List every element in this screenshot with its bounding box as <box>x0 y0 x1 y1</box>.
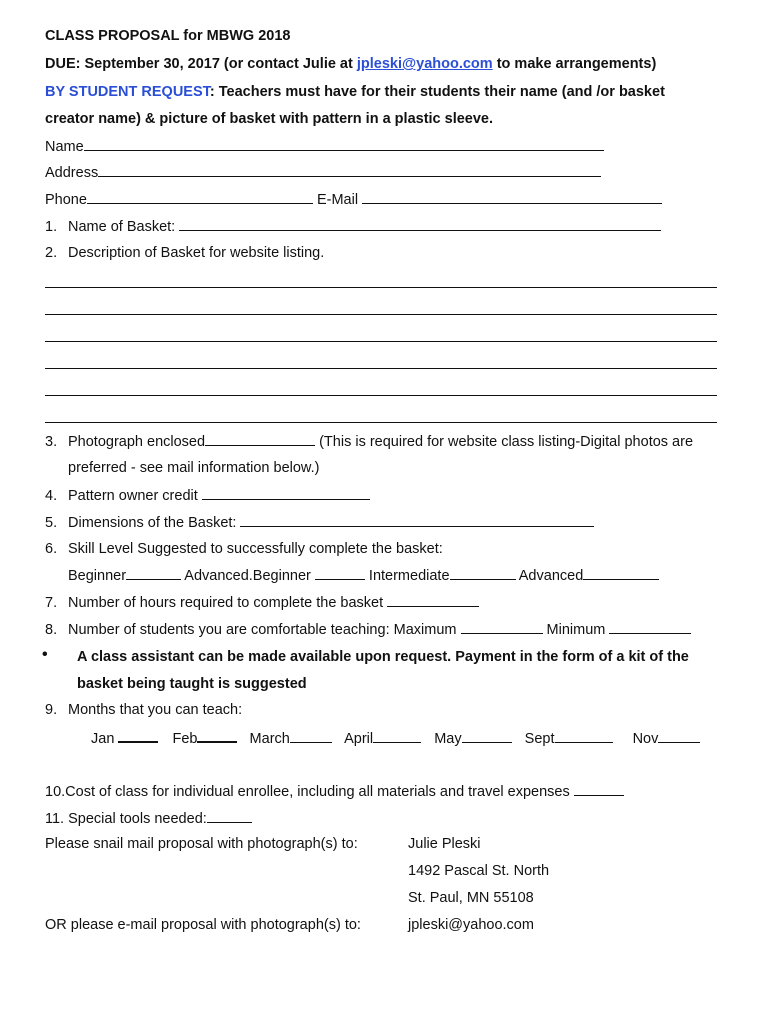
address-blank[interactable] <box>98 164 601 177</box>
item-7-label: Number of hours required to complete the basket <box>68 595 384 611</box>
month-nov: Nov <box>632 731 659 747</box>
item-8 <box>45 621 691 638</box>
item-10-number: 10. <box>45 784 66 800</box>
email-label: E-Mail <box>316 192 359 208</box>
due-line <box>45 56 656 72</box>
adv-beginner-label: Advanced.Beginner <box>184 568 311 584</box>
address-field <box>45 164 601 181</box>
item-4 <box>45 487 370 504</box>
pattern-credit-blank[interactable] <box>202 487 370 500</box>
item-8-number: 8. <box>45 622 58 638</box>
assistant-note-line-2: basket being taught is suggested <box>77 676 307 692</box>
item-7-number: 7. <box>45 595 58 611</box>
month-feb: Feb <box>172 731 198 747</box>
item-1-number: 1. <box>45 219 58 235</box>
email-proposal-label: OR please e-mail proposal with photograph(s) to: <box>45 917 361 933</box>
nov-blank[interactable] <box>658 730 700 743</box>
cost-blank[interactable] <box>574 783 624 796</box>
mail-street: 1492 Pascal St. North <box>408 863 550 879</box>
phone-blank[interactable] <box>87 191 313 204</box>
jan-blank[interactable] <box>118 729 158 743</box>
item-11 <box>45 810 252 827</box>
item-2 <box>45 245 324 261</box>
tools-blank[interactable] <box>207 810 252 823</box>
description-line-1[interactable] <box>45 287 717 288</box>
item-6-number: 6. <box>45 541 58 557</box>
month-april: April <box>344 731 374 747</box>
intermediate-label: Intermediate <box>368 568 450 584</box>
item-3-number: 3. <box>45 434 58 450</box>
item-9-number: 9. <box>45 702 58 718</box>
item-3-note: (This is required for website class listing-Digital photos are <box>315 434 694 450</box>
mail-city: St. Paul, MN 55108 <box>408 890 534 906</box>
item-11-label: Special tools needed: <box>68 811 207 827</box>
item-3-label: Photograph enclosed <box>68 434 206 450</box>
item-4-label: Pattern owner credit <box>68 488 198 504</box>
april-blank[interactable] <box>373 730 421 743</box>
address-label: Address <box>45 165 99 181</box>
month-may: May <box>434 731 462 747</box>
bullet-icon: • <box>42 646 48 663</box>
beginner-blank[interactable] <box>126 567 181 580</box>
page-title: CLASS PROPOSAL for MBWG 2018 <box>45 28 291 44</box>
maximum-blank[interactable] <box>461 621 543 634</box>
request-line-2: creator name) & picture of basket with pattern in a plastic sleeve. <box>45 111 494 127</box>
name-field <box>45 138 604 155</box>
month-sept: Sept <box>524 731 555 747</box>
email-blank[interactable] <box>362 191 662 204</box>
item-5-number: 5. <box>45 515 58 531</box>
name-label: Name <box>45 139 84 155</box>
basket-name-blank[interactable] <box>179 218 661 231</box>
advanced-label: Advanced <box>518 568 584 584</box>
item-1 <box>45 218 661 235</box>
dimensions-blank[interactable] <box>240 514 594 527</box>
item-4-number: 4. <box>45 488 58 504</box>
sept-blank[interactable] <box>555 730 613 743</box>
name-blank[interactable] <box>84 138 604 151</box>
intermediate-blank[interactable] <box>450 567 516 580</box>
advanced-blank[interactable] <box>583 567 659 580</box>
item-1-label: Name of Basket: <box>68 219 176 235</box>
item-8-label: Number of students you are comfortable teaching: Maximum <box>68 622 457 638</box>
item-2-number: 2. <box>45 245 58 261</box>
item-7 <box>45 594 479 611</box>
description-line-5[interactable] <box>45 395 717 396</box>
adv-beginner-blank[interactable] <box>315 567 365 580</box>
item-9 <box>45 702 242 718</box>
snail-mail-label: Please snail mail proposal with photograph(s) to: <box>45 836 358 852</box>
beginner-label: Beginner <box>68 568 127 584</box>
months-row <box>91 729 700 747</box>
mail-recipient-name: Julie Pleski <box>408 836 481 852</box>
march-blank[interactable] <box>290 730 332 743</box>
description-line-6[interactable] <box>45 422 717 423</box>
description-line-2[interactable] <box>45 314 717 315</box>
item-3 <box>45 433 693 450</box>
assistant-note-line-1: A class assistant can be made available upon request. Payment in the form of a kit of the <box>77 649 689 665</box>
item-9-label: Months that you can teach: <box>68 702 243 718</box>
due-suffix: to make arrangements) <box>492 56 657 72</box>
request-rest: : Teachers must have for their students their name (and /or basket <box>209 84 665 100</box>
item-3-line-2: preferred - see mail information below.) <box>68 460 320 476</box>
phone-label: Phone <box>45 192 87 208</box>
photo-enclosed-blank[interactable] <box>205 433 315 446</box>
item-5-label: Dimensions of the Basket: <box>68 515 237 531</box>
may-blank[interactable] <box>462 730 512 743</box>
item-11-number: 11. <box>45 811 65 827</box>
phone-email-field <box>45 191 662 208</box>
due-email-link[interactable]: jpleski@yahoo.com <box>356 56 493 72</box>
item-2-label: Description of Basket for website listing. <box>68 245 325 261</box>
item-6 <box>45 541 443 557</box>
minimum-blank[interactable] <box>609 621 691 634</box>
minimum-label: Minimum <box>546 622 606 638</box>
item-6-label: Skill Level Suggested to successfully complete the basket: <box>68 541 443 557</box>
request-highlight: BY STUDENT REQUEST <box>45 84 210 100</box>
feb-blank[interactable] <box>197 729 237 743</box>
description-line-4[interactable] <box>45 368 717 369</box>
description-line-3[interactable] <box>45 341 717 342</box>
request-line <box>45 84 665 100</box>
month-march: March <box>249 731 290 747</box>
month-jan: Jan <box>91 731 115 747</box>
hours-blank[interactable] <box>387 594 479 607</box>
mail-email-address: jpleski@yahoo.com <box>408 917 534 933</box>
item-10 <box>45 783 624 800</box>
skill-levels <box>68 567 659 584</box>
due-prefix: DUE: September 30, 2017 (or contact Julie at <box>45 56 357 72</box>
item-5 <box>45 514 594 531</box>
item-10-label: Cost of class for individual enrollee, including all materials and travel expenses <box>65 784 570 800</box>
